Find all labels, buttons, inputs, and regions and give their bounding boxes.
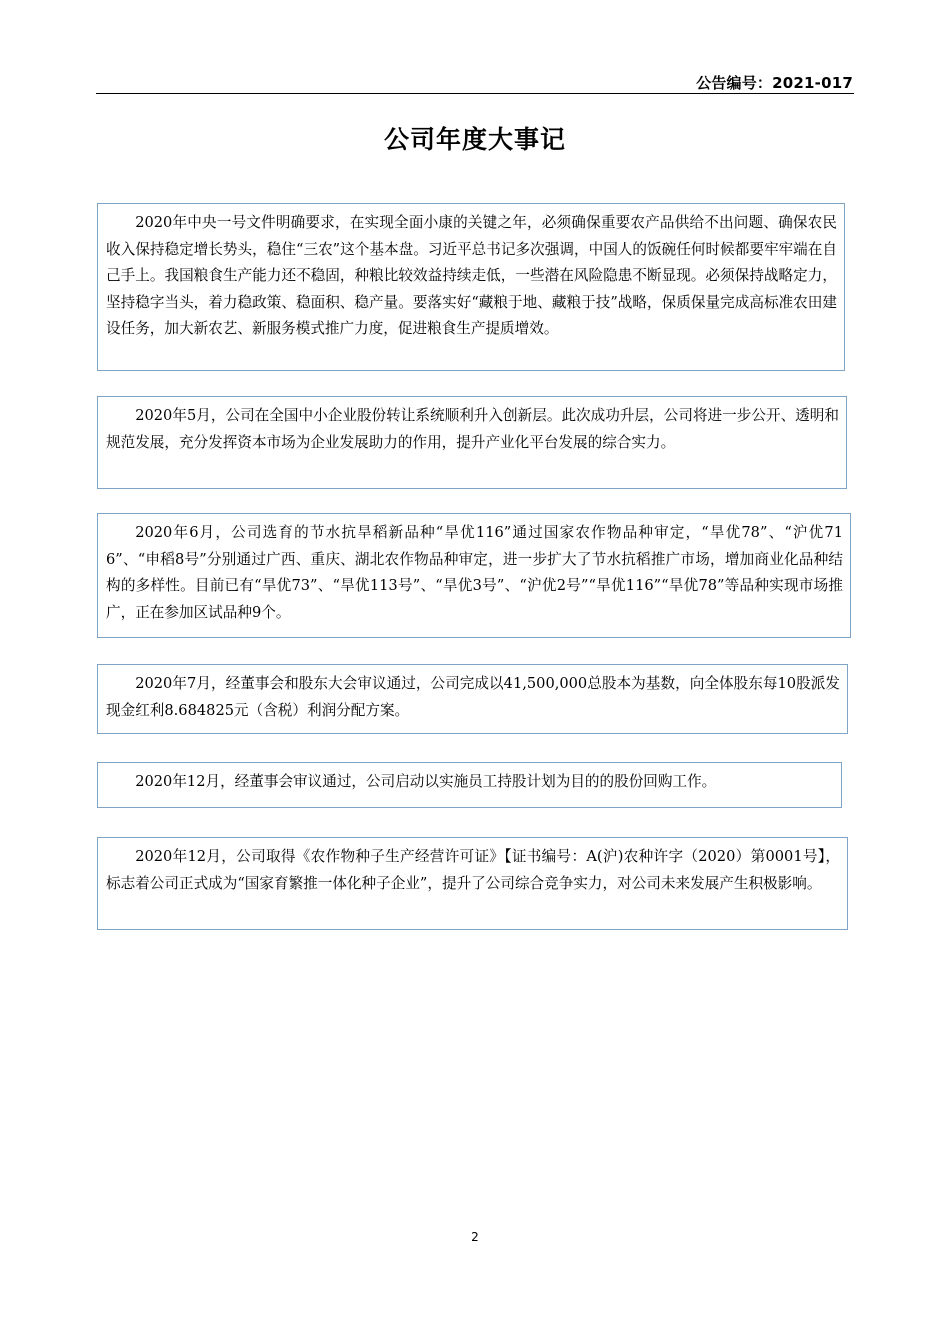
event-text: 2020年中央一号文件明确要求，在实现全面小康的关键之年，必须确保重要农产品供给不出问题、确保农民收入保持稳定增长势头，稳住“三农”这个基本盘。习近平总书记多次强调，中国人的饭碗任何时候都要牢牢端在自己手上。我国粮食生产能力还不稳固，种粮比较效益持续走低，一些潜在风险隐患不断显现。必须保持战略定力，坚持稳字当头，着力稳政策、稳面积、稳产量。要落实好“藏粮于地、藏粮于技”战略，保质保量完成高标准农田建设任务，加大新农艺、新服务模式推广力度，促进粮食生产提质增效。 xyxy=(106,214,837,337)
event-text: 2020年12月，公司取得《农作物种子生产经营许可证》【证书编号：A(沪)农种许字（2020）第0001号】，标志着公司正式成为“国家育繁推一体化种子企业”，提升了公司综合竞争实力，对公司未来发展产生积极影响。 xyxy=(106,848,840,892)
page-title: 公司年度大事记 xyxy=(383,125,566,154)
event-text: 2020年12月，经董事会审议通过，公司启动以实施员工持股计划为目的的股份回购工作。 xyxy=(135,773,717,790)
event-text: 2020年6月，公司选育的节水抗旱稻新品种“旱优116”通过国家农作物品种审定，“旱优78”、“沪优716”、“申稻8号”分别通过广西、重庆、湖北农作物品种审定，进一步扩大了节水抗稻推广市场，增加商业化品种结构的多样性。目前已有“旱优73”、“旱优113号”、“旱优3号”、“沪优2号”“旱优116”“旱优78”等品种实现市场推广，正在参加区试品种9个。 xyxy=(106,524,843,621)
event-box-5 xyxy=(97,762,842,808)
event-text: 2020年7月，经董事会和股东大会审议通过，公司完成以41,500,000总股本为基数，向全体股东每10股派发现金红利8.684825元（含税）利润分配方案。 xyxy=(106,675,840,719)
page-number: 2 xyxy=(471,1230,479,1244)
event-box-6 xyxy=(97,837,848,930)
event-text: 2020年5月，公司在全国中小企业股份转让系统顺利升入创新层。此次成功升层，公司将进一步公开、透明和规范发展，充分发挥资本市场为企业发展助力的作用，提升产业化平台发展的综合实力。 xyxy=(106,407,839,451)
event-box-1 xyxy=(97,203,845,371)
notice-number: 公告编号：2021-017 xyxy=(696,74,853,92)
event-box-4 xyxy=(97,664,848,734)
header-divider xyxy=(96,93,854,94)
event-box-3 xyxy=(97,513,851,638)
event-box-2 xyxy=(97,396,847,489)
